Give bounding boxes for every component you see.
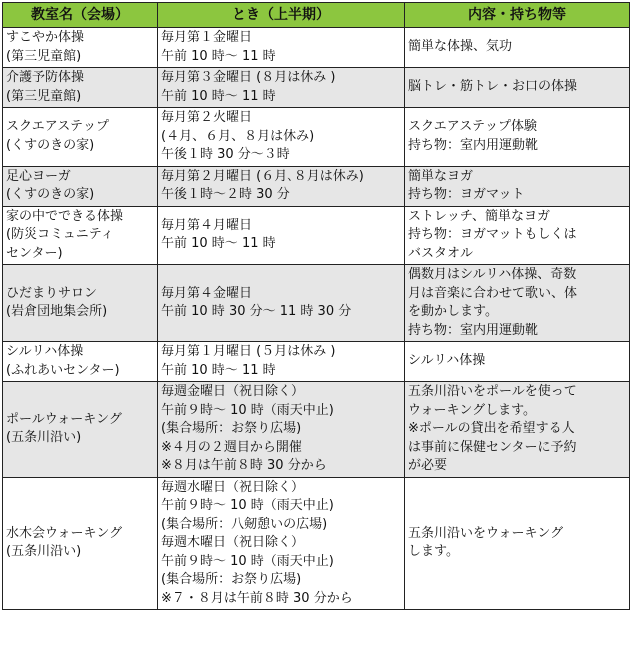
content-line: 月は音楽に合わせて歌い、体 <box>408 285 578 301</box>
time-cell <box>158 166 405 206</box>
class-name-cell <box>3 265 158 342</box>
time-line: (集合場所：八剱憩いの広場) <box>161 516 328 532</box>
class-name-line: (第三児童館) <box>6 88 82 104</box>
time-line: ※４月の２週目から開催 <box>161 439 302 455</box>
time-line: 毎週水曜日（祝日除く） <box>161 479 305 495</box>
content-cell <box>405 382 630 478</box>
content-cell <box>405 342 630 382</box>
time-cell <box>158 382 405 478</box>
time-cell <box>158 342 405 382</box>
time-line: 午前 10 時〜 11 時 <box>161 88 276 104</box>
header-row <box>3 3 630 28</box>
content-line: は事前に保健センターに予約 <box>408 439 577 455</box>
time-line: ※８月は午前８時 30 分から <box>161 458 327 473</box>
class-name-line: (ふれあいセンター) <box>6 362 120 378</box>
class-name-line: (防災コミュニティ <box>6 227 114 242</box>
class-schedule-table <box>2 2 630 610</box>
class-name-cell <box>3 382 158 478</box>
content-cell <box>405 206 630 265</box>
content-line: 五条川沿いをポールを使って <box>408 384 577 399</box>
time-cell <box>158 108 405 167</box>
class-name-cell <box>3 342 158 382</box>
table-row <box>3 206 630 265</box>
time-line: (集合場所：お祭り広場) <box>161 421 302 436</box>
class-name-line: (岩倉団地集会所) <box>6 304 108 319</box>
content-cell <box>405 68 630 108</box>
header-class-name: 教室名（会場） <box>3 3 158 28</box>
table-row <box>3 108 630 167</box>
class-name-line: (くすのきの家) <box>6 187 95 202</box>
class-name-cell <box>3 477 158 610</box>
table-row <box>3 342 630 382</box>
time-line: 午前９時〜 10 時（雨天中止) <box>161 498 334 513</box>
content-line: します。 <box>408 544 459 560</box>
time-line: ※７・８月は午前８時 30 分から <box>161 590 353 606</box>
header-time: とき（上半期） <box>158 3 405 28</box>
class-name-line: 足心ヨーガ <box>6 168 71 184</box>
time-line: 毎週木曜日（祝日除く） <box>161 535 305 550</box>
content-cell <box>405 477 630 610</box>
content-line: を動かします。 <box>408 304 498 319</box>
class-name-cell <box>3 206 158 265</box>
content-line: 持ち物：室内用運動靴 <box>408 322 539 338</box>
time-line: 午前９時〜 10 時（雨天中止) <box>161 553 334 569</box>
table-row <box>3 28 630 68</box>
table-row <box>3 382 630 478</box>
class-name-line: 介護予防体操 <box>6 70 85 85</box>
time-line: (４月、６月、８月は休み) <box>161 128 315 144</box>
class-name-cell <box>3 68 158 108</box>
time-line: 毎週金曜日（祝日除く） <box>161 384 305 399</box>
content-line: が必要 <box>408 458 448 473</box>
content-cell <box>405 28 630 68</box>
class-name-line: 家の中でできる体操 <box>6 208 124 224</box>
time-line: (集合場所：お祭り広場) <box>161 572 302 587</box>
content-line: 偶数月はシルリハ体操、奇数 <box>408 267 577 282</box>
class-name-line: センター) <box>6 245 63 261</box>
header-content: 内容・持ち物等 <box>405 3 630 28</box>
content-line: 持ち物：室内用運動靴 <box>408 137 539 153</box>
class-name-cell <box>3 28 158 68</box>
content-cell <box>405 265 630 342</box>
content-cell <box>405 166 630 206</box>
content-line: 五条川沿いをウォーキング <box>408 525 564 541</box>
time-cell <box>158 68 405 108</box>
class-name-line: (五条川沿い) <box>6 430 82 446</box>
content-line: 簡単な体操、気功 <box>408 39 513 55</box>
content-line: 持ち物：ヨガマットもしくは <box>408 227 577 242</box>
class-name-line: 水木会ウォーキング <box>6 525 123 541</box>
time-line: 毎月第２月曜日 (６月､８月は休み) <box>161 168 364 184</box>
table-body <box>3 28 630 610</box>
class-name-line: スクエアステップ <box>6 119 109 135</box>
time-cell <box>158 206 405 265</box>
table-row <box>3 166 630 206</box>
content-line: スクエアステップ体験 <box>408 119 537 135</box>
time-line: 午前 10 時〜 11 時 <box>161 48 276 64</box>
time-line: 毎月第４金曜日 <box>161 285 253 301</box>
content-cell <box>405 108 630 167</box>
content-line: 簡単なヨガ <box>408 168 474 184</box>
time-line: 午前９時〜 10 時（雨天中止) <box>161 402 334 418</box>
time-line: 午前 10 時 30 分〜 11 時 30 分 <box>161 304 352 319</box>
class-name-line: (くすのきの家) <box>6 137 95 153</box>
time-line: 午前 10 時〜 11 時 <box>161 236 276 252</box>
content-line: ウォーキングします。 <box>408 402 537 418</box>
table-row <box>3 265 630 342</box>
time-line: 毎月第１金曜日 <box>161 30 253 45</box>
content-line: 脳トレ・筋トレ・お口の体操 <box>408 79 578 95</box>
time-cell <box>158 477 405 610</box>
table-row <box>3 68 630 108</box>
class-name-line: シルリハ体操 <box>6 344 84 359</box>
class-name-line: すこやか体操 <box>6 30 85 45</box>
content-line: バスタオル <box>408 245 474 261</box>
class-name-cell <box>3 108 158 167</box>
time-line: 毎月第４月曜日 <box>161 217 253 233</box>
time-line: 毎月第１月曜日 (５月は休み ) <box>161 344 336 359</box>
time-line: 午後１時 30 分〜３時 <box>161 147 290 162</box>
content-line: ストレッチ、簡単なヨガ <box>408 208 550 224</box>
time-line: 午前 10 時〜 11 時 <box>161 362 276 378</box>
time-line: 毎月第３金曜日 (８月は休み ) <box>161 70 336 85</box>
content-line: ※ポールの貸出を希望する人 <box>408 421 575 436</box>
class-name-line: ポールウォーキング <box>6 411 122 427</box>
time-cell <box>158 28 405 68</box>
table-row <box>3 477 630 610</box>
content-line: シルリハ体操 <box>408 353 486 369</box>
class-name-line: ひだまりサロン <box>6 285 98 301</box>
class-name-line: (第三児童館) <box>6 48 82 64</box>
content-line: 持ち物：ヨガマット <box>408 187 525 202</box>
time-cell <box>158 265 405 342</box>
class-name-line: (五条川沿い) <box>6 544 82 560</box>
time-line: 午後１時〜２時 30 分 <box>161 187 290 202</box>
class-name-cell <box>3 166 158 206</box>
time-line: 毎月第２火曜日 <box>161 110 253 125</box>
